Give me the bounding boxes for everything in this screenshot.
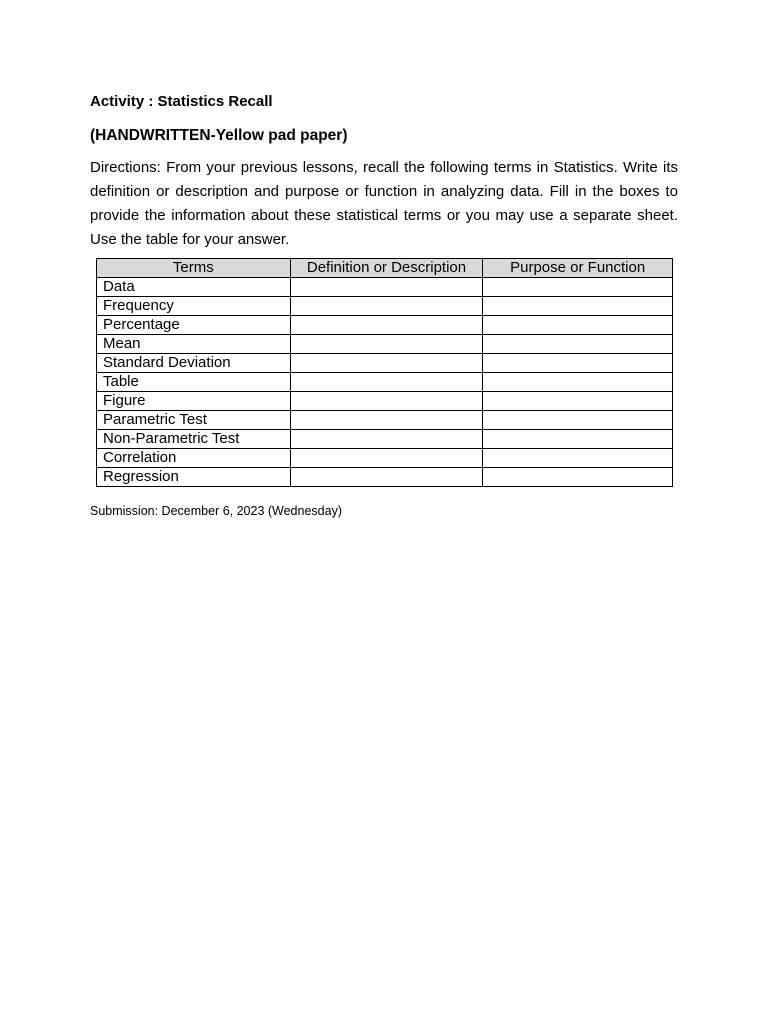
purpose-cell (483, 335, 673, 354)
term-cell: Regression (97, 468, 291, 487)
table-row (97, 354, 673, 373)
purpose-cell (483, 411, 673, 430)
table-header-row (97, 259, 673, 278)
table-row (97, 392, 673, 411)
term-cell: Parametric Test (97, 411, 291, 430)
purpose-cell (483, 354, 673, 373)
table-row (97, 430, 673, 449)
term-cell: Correlation (97, 449, 291, 468)
purpose-cell (483, 278, 673, 297)
purpose-cell (483, 468, 673, 487)
definition-cell (290, 392, 483, 411)
term-cell: Mean (97, 335, 291, 354)
directions-text: Directions: From your previous lessons, recall the following terms in Statistics. Write its definition or description and purpose or function in analyzing data. Fill in the boxes to provide the information about these statistical terms or you may use a separate sheet. Use the table for your answer. (90, 159, 678, 248)
term-cell: Data (97, 278, 291, 297)
table-row (97, 297, 673, 316)
purpose-cell (483, 430, 673, 449)
term-cell: Percentage (97, 316, 291, 335)
definition-cell (290, 335, 483, 354)
submission-date: Submission: December 6, 2023 (Wednesday) (90, 504, 342, 518)
purpose-cell (483, 316, 673, 335)
definition-cell (290, 278, 483, 297)
activity-title: Activity : Statistics Recall (90, 93, 273, 110)
table-row (97, 335, 673, 354)
definition-cell (290, 468, 483, 487)
header-definition: Definition or Description (290, 259, 483, 278)
purpose-cell (483, 392, 673, 411)
statistics-terms-table (96, 258, 673, 487)
term-cell: Table (97, 373, 291, 392)
term-cell: Figure (97, 392, 291, 411)
table-row (97, 278, 673, 297)
definition-cell (290, 297, 483, 316)
definition-cell (290, 373, 483, 392)
definition-cell (290, 449, 483, 468)
definition-cell (290, 354, 483, 373)
purpose-cell (483, 373, 673, 392)
term-cell: Non-Parametric Test (97, 430, 291, 449)
definition-cell (290, 411, 483, 430)
purpose-cell (483, 297, 673, 316)
table-row (97, 373, 673, 392)
term-cell: Frequency (97, 297, 291, 316)
activity-subtitle: (HANDWRITTEN-Yellow pad paper) (90, 127, 348, 144)
header-purpose: Purpose or Function (483, 259, 673, 278)
table-row (97, 468, 673, 487)
definition-cell (290, 316, 483, 335)
term-cell: Standard Deviation (97, 354, 291, 373)
header-terms: Terms (97, 259, 291, 278)
document-page (90, 92, 678, 519)
table-row (97, 449, 673, 468)
purpose-cell (483, 449, 673, 468)
table-row (97, 316, 673, 335)
definition-cell (290, 430, 483, 449)
table-row (97, 411, 673, 430)
